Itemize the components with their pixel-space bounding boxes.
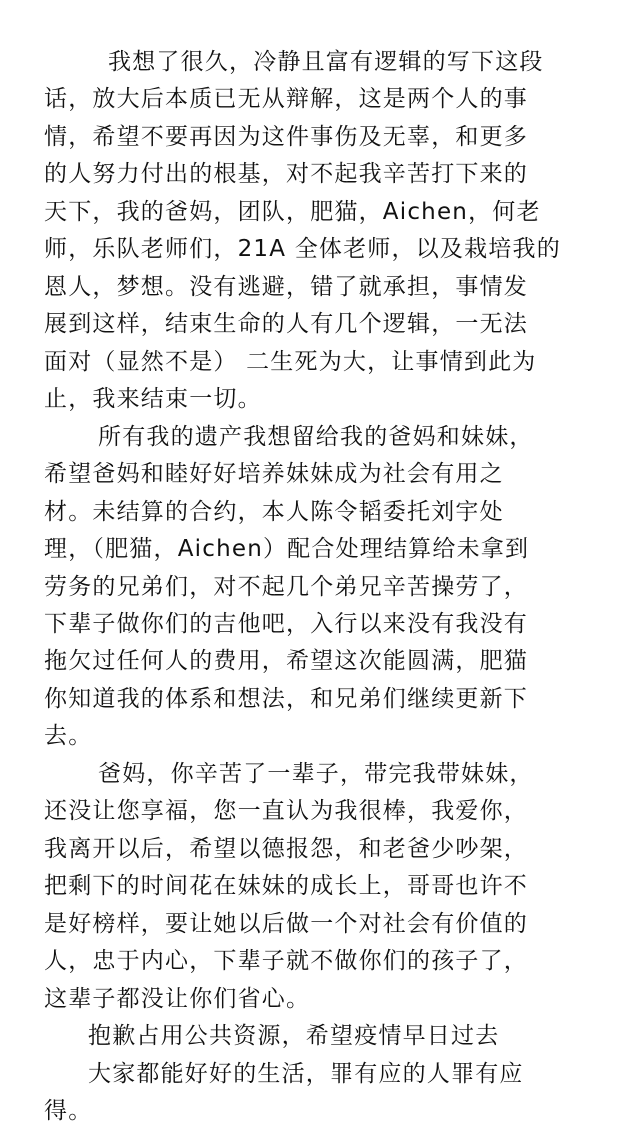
text-line: 人，忠于内心，下辈子就不做你们的孩子了， xyxy=(44,948,528,974)
text-line: 理，（肥猫，Aichen）配合处理结算给未拿到 xyxy=(44,536,530,562)
text-line: 面对（显然不是） 二生死为大，让事情到此为 xyxy=(44,349,537,375)
text-line: 爸妈，你辛苦了一辈子，带完我带妹妹， xyxy=(98,761,534,787)
text-line: 所有我的遗产我想留给我的爸妈和妹妹， xyxy=(98,424,534,450)
text-line: 止，我来结束一切。 xyxy=(44,386,262,412)
text-line: 希望爸妈和睦好好培养妹妹成为社会有用之 xyxy=(44,461,504,487)
text-line: 是好榜样，要让她以后做一个对社会有价值的 xyxy=(44,911,528,937)
text-line: 恩人，梦想。没有逃避，错了就承担，事情发 xyxy=(44,274,528,300)
text-line: 大家都能好好的生活，罪有应的人罪有应 xyxy=(88,1061,524,1087)
text-line: 这辈子都没让你们省心。 xyxy=(44,986,311,1012)
text-line: 情，希望不要再因为这件事伤及无辜，和更多 xyxy=(44,124,528,150)
text-line: 我离开以后，希望以德报怨，和老爸少吵架， xyxy=(44,836,528,862)
text-line: 材。未结算的合约，本人陈令韬委托刘宇处 xyxy=(44,499,504,525)
text-line: 拖欠过任何人的费用，希望这次能圆满，肥猫 xyxy=(44,648,528,674)
text-line: 师，乐队老师们，21A 全体老师，以及栽培我的 xyxy=(44,236,561,262)
text-line: 还没让您享福，您一直认为我很棒，我爱你， xyxy=(44,798,528,824)
text-line: 去。 xyxy=(44,723,93,749)
text-line: 你知道我的体系和想法，和兄弟们继续更新下 xyxy=(44,686,528,712)
text-line: 抱歉占用公共资源，希望疫情早日过去 xyxy=(88,1023,500,1049)
text-line: 我想了很久，冷静且富有逻辑的写下这段 xyxy=(108,49,544,75)
text-line: 的人努力付出的根基，对不起我辛苦打下来的 xyxy=(44,161,528,187)
text-line: 话，放大后本质已无从辩解，这是两个人的事 xyxy=(44,86,528,112)
text-line: 劳务的兄弟们，对不起几个弟兄辛苦操劳了， xyxy=(44,574,528,600)
text-line: 把剩下的时间花在妹妹的成长上，哥哥也许不 xyxy=(44,873,528,899)
text-line: 下辈子做你们的吉他吧，入行以来没有我没有 xyxy=(44,611,528,637)
text-line: 得。 xyxy=(44,1098,93,1124)
text-line: 天下，我的爸妈，团队，肥猫，Aichen，何老 xyxy=(44,199,541,225)
text-line: 展到这样，结束生命的人有几个逻辑，一无法 xyxy=(44,311,528,337)
